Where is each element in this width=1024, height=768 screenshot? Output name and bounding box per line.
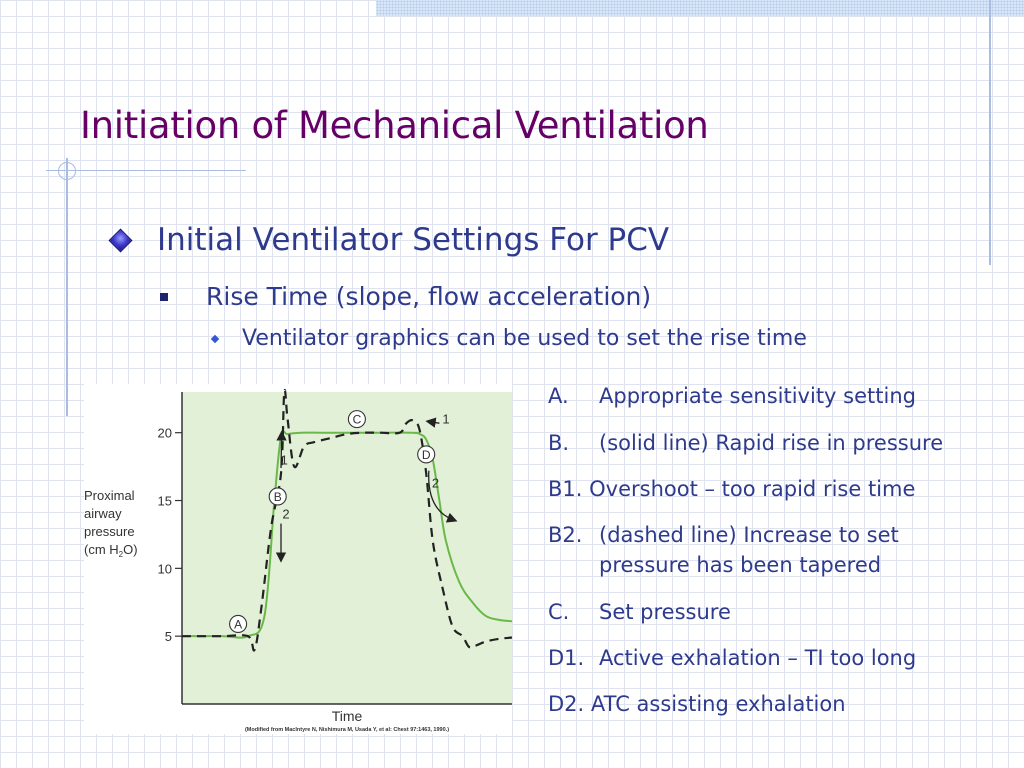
annotation-label: 2 <box>282 506 290 522</box>
decorative-vertical-line-left <box>66 158 68 416</box>
annotation-label: C <box>352 412 362 427</box>
bullet-level-1 <box>108 222 669 258</box>
slide-title: Initiation of Mechanical Ventilation <box>80 104 709 147</box>
decorative-circle <box>58 162 76 180</box>
square-bullet-icon <box>160 293 168 301</box>
pressure-time-chart <box>84 384 512 734</box>
ylabel-line-2: airway <box>84 506 122 521</box>
legend-item-d2: D2. ATC assisting exhalation <box>548 692 846 716</box>
bullet-text: Rise Time (slope, flow acceleration) <box>206 282 652 311</box>
ylabel-line-3: pressure <box>84 524 135 539</box>
bullet-level-3 <box>210 326 807 351</box>
legend-item-a: A. Appropriate sensitivity setting <box>548 384 916 408</box>
annotation-label: D <box>421 447 431 462</box>
legend-item-b2: B2. (dashed line) Increase to set pressure has been tapered <box>548 523 899 577</box>
y-tick-label: 10 <box>157 561 172 577</box>
annotation-label: B <box>273 489 282 504</box>
y-tick-label: 15 <box>157 493 172 509</box>
annotation-label: 2 <box>431 475 440 491</box>
y-tick-label: 5 <box>164 629 172 645</box>
annotation-label: 1 <box>442 411 450 427</box>
plot-area <box>182 392 512 704</box>
decorative-vertical-line-right <box>989 0 991 265</box>
x-axis-label: Time <box>331 708 363 724</box>
legend-item-d1: D1. Active exhalation – TI too long <box>548 646 917 670</box>
decorative-top-band <box>376 0 1024 16</box>
y-tick-label: 20 <box>157 425 172 441</box>
y-axis-label <box>84 488 138 559</box>
annotation-label: A <box>234 617 243 632</box>
chart-caption: (Modified from MacIntyre N, Nishimura M, Usada Y, et al: Chest 97:1463, 1990.) <box>244 727 450 733</box>
y-axis-ticks <box>158 426 182 644</box>
bullet-text: Initial Ventilator Settings For PCV <box>157 222 670 258</box>
small-diamond-bullet-icon <box>211 334 219 342</box>
diamond-bullet-icon <box>108 228 132 252</box>
legend-item-c: C. Set pressure <box>548 600 731 624</box>
bullet-text: Ventilator graphics can be used to set the rise time <box>242 326 807 351</box>
bullet-level-2 <box>160 282 651 311</box>
annotation-label: 1 <box>280 452 288 468</box>
legend-item-b1: B1. Overshoot – too rapid rise time <box>548 477 916 501</box>
decorative-title-underline <box>46 170 246 171</box>
chart-svg <box>84 384 512 734</box>
legend-item-b: B. (solid line) Rapid rise in pressure <box>548 431 944 455</box>
ylabel-line-4: (cm $H_2O$) <box>84 542 138 559</box>
ylabel-line-1: Proximal <box>84 488 135 503</box>
